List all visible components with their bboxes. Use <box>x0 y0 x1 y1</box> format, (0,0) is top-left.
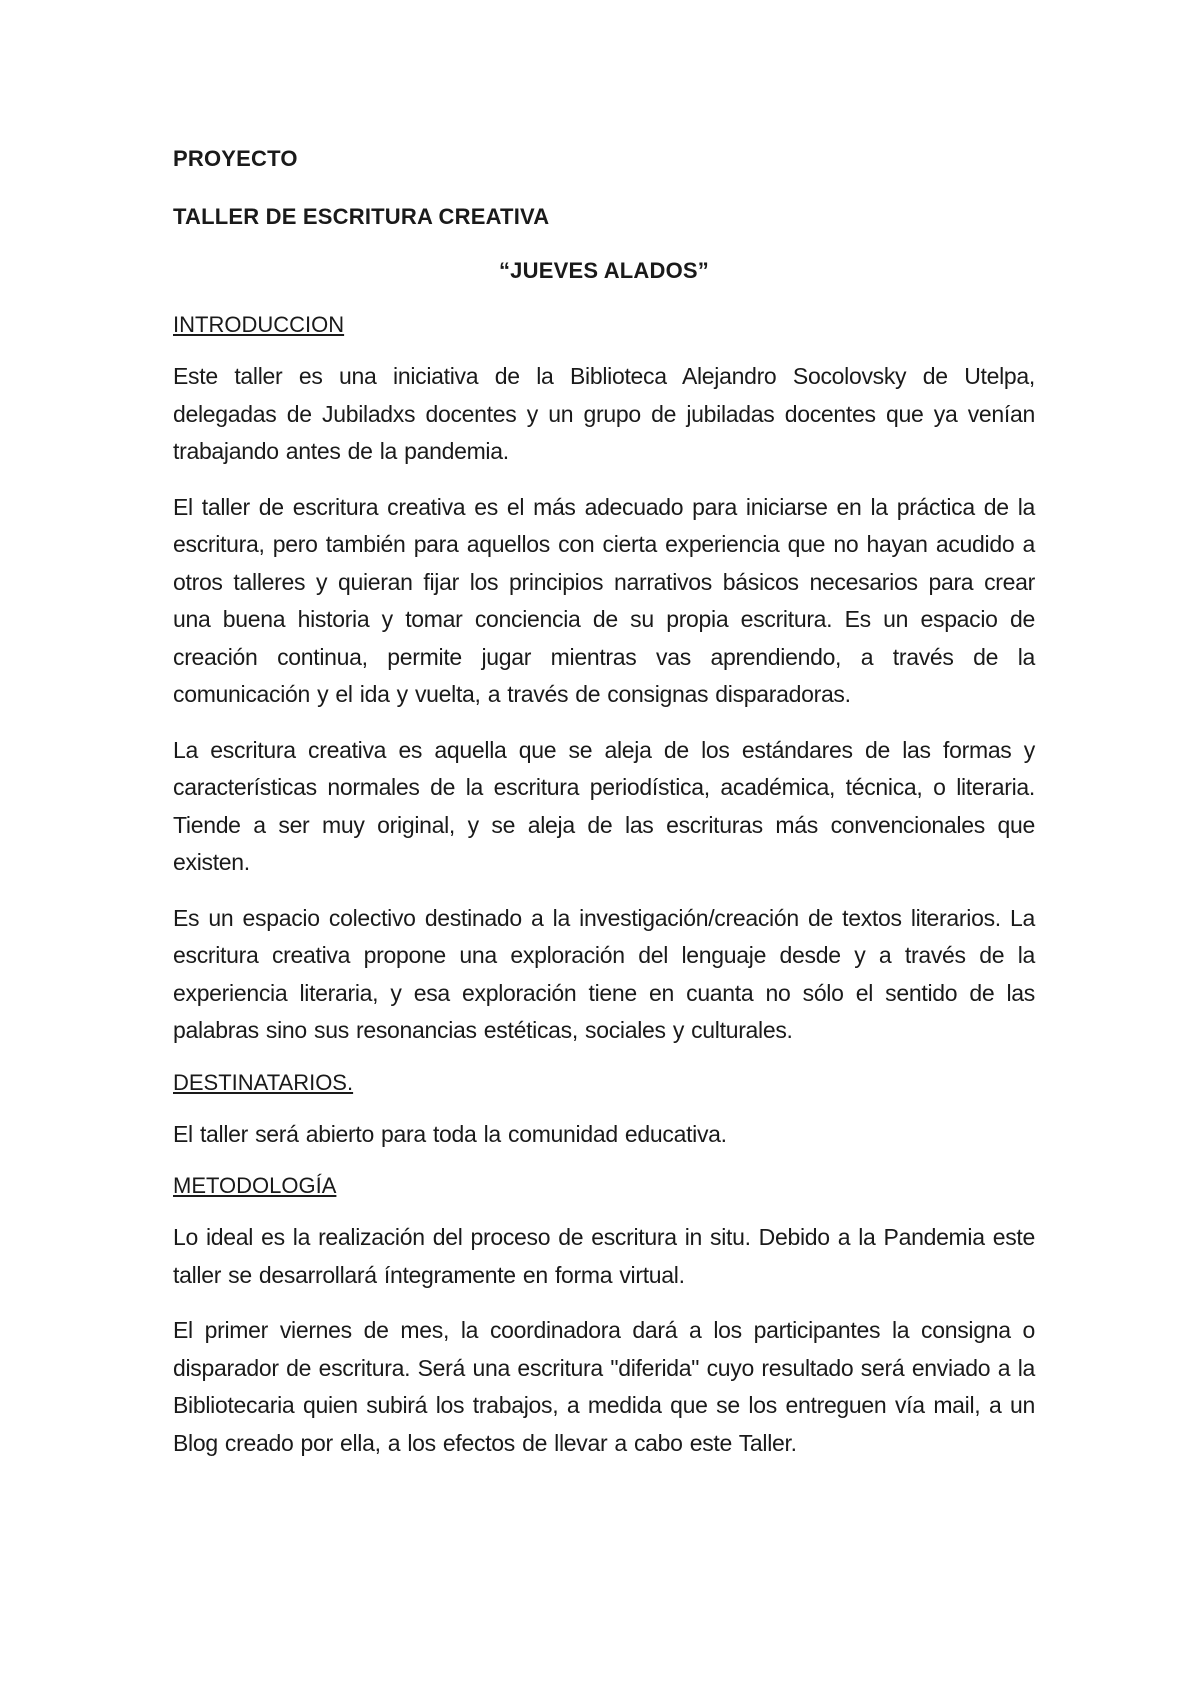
metodologia-paragraph-2: El primer viernes de mes, la coordinadora dará a los participantes la consigna o disparador de escritura. Será una escritura "diferida" cuyo resultado será enviado a la Bibliotecaria quien subirá los trabajos, a medida que se los entreguen vía mail, a un Blog creado por ella, a los efectos de llevar a cabo este Taller. <box>173 1317 1035 1456</box>
intro-paragraph-1: Este taller es una iniciativa de la Biblioteca Alejandro Socolovsky de Utelpa, delegadas de Jubiladxs docentes y un grupo de jubiladas docentes que ya venían trabajando antes de la pandemia. <box>173 363 1035 464</box>
section-heading-metodologia: METODOLOGÍA <box>173 1173 337 1198</box>
metodologia-paragraph-1: Lo ideal es la realización del proceso de escritura in situ. Debido a la Pandemia este taller se desarrollará íntegramente en forma virtual. <box>173 1224 1035 1288</box>
section-heading-destinatarios: DESTINATARIOS. <box>173 1069 354 1095</box>
document-title-jueves-alados: “JUEVES ALADOS” <box>498 258 709 283</box>
intro-paragraph-3: La escritura creativa es aquella que se aleja de los estándares de las formas y características normales de la escritura periodística, académica, técnica, o literaria. Tiende a ser muy original, y se aleja de las escrituras más convencionales que existen. <box>173 736 1035 875</box>
document-body <box>173 144 1035 1480</box>
document-title-proyecto: PROYECTO <box>173 146 298 171</box>
intro-paragraph-4: Es un espacio colectivo destinado a la investigación/creación de textos literarios. La escritura creativa propone una exploración del lenguaje desde y a través de la experiencia literaria, y esa exploración tiene en cuanta no sólo el sentido de las palabras sino sus resonancias estéticas, sociales y culturales. <box>173 904 1035 1043</box>
destinatarios-paragraph-1: El taller será abierto para toda la comunidad educativa. <box>173 1120 727 1147</box>
section-heading-introduccion: INTRODUCCION <box>173 312 345 337</box>
document-title-taller: TALLER DE ESCRITURA CREATIVA <box>173 204 550 229</box>
intro-paragraph-2: El taller de escritura creativa es el más adecuado para iniciarse en la práctica de la escritura, pero también para aquellos con cierta experiencia que no hayan acudido a otros talleres y quieran fijar los principios narrativos básicos necesarios para crear una buena historia y tomar conciencia de su propia escritura. Es un espacio de creación continua, permite jugar mientras vas aprendiendo, a través de la comunicación y el ida y vuelta, a través de consignas disparadoras. <box>173 493 1035 707</box>
